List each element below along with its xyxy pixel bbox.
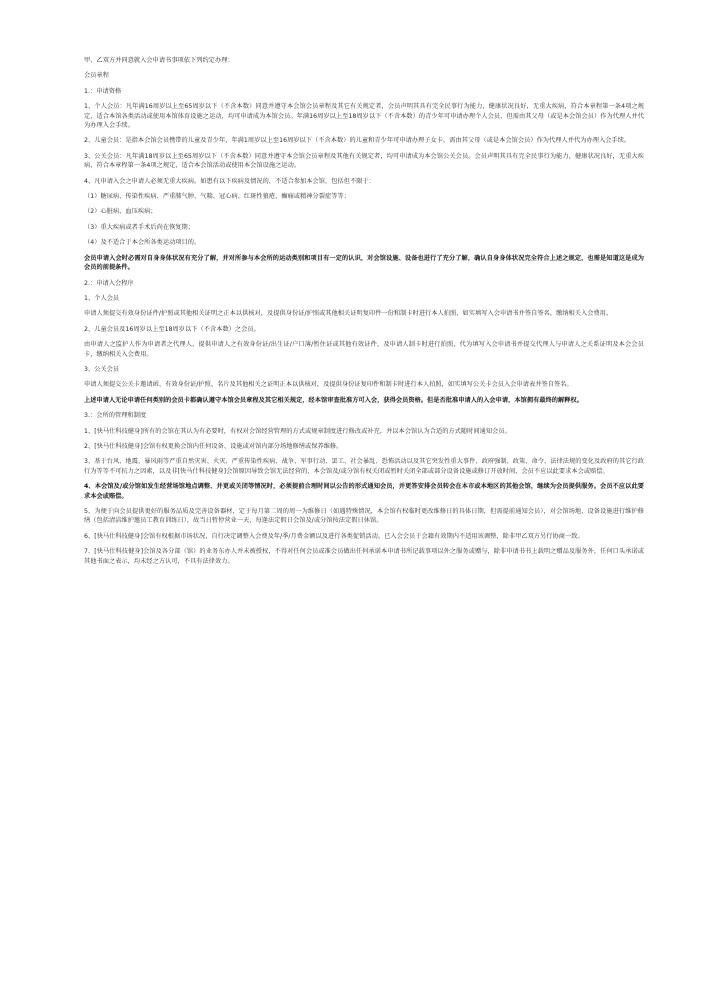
list-item-1-4-2: （2）心脏病、血压疾病；: [84, 208, 157, 216]
list-item-1-4-4: （4）及不适合于本会所各类运动项目的。: [84, 239, 201, 247]
paragraph-1-2: 2、儿童会员：是指本会馆会员携带的儿童及青少年，年满1周岁以上至16周岁以下（不含本数）的儿童和青少年可申请办理子女卡，需由其父母（或是本会馆会员）作为代理人并代为办理入会手续。: [84, 137, 631, 145]
paragraph-2-2-heading: 2、儿童会员及16周岁以上至18周岁以下（不含本数）之会员。: [84, 325, 260, 333]
bold-notice-2: 上述申请人无论申请任何类别的会员卡都确认遵守本馆会员章程及其它相关规定，经本馆审查批准方可入会，获得会员资格。但是否批准申请人的入会申请，本馆拥有最终的解释权。: [84, 396, 583, 404]
paragraph-1-4: 4、凡申请入会之申请人必须无重大疾病。如患有以下疾病及情况的，不适合参加本会馆，包括但不限于：: [84, 177, 375, 185]
paragraph-2-1-text: 申请人须提交有效身份证件/护照或其他相关证明之正本以供核对，及提供身份证/护照或其他相关证明复印件一份和制卡时进行本人拍照，如实填写入会申请书并签自签名，缴纳相关入会费用。: [84, 310, 613, 318]
paragraph-3-7: 7、[快马仕科技健身]会馆及各分部（馆）的业务东办人并未被授权，不得对任何会员或准会员做出任何承诺本申请书所记载事项以外之服务或赠与，除非申请书书上载明之赠品及服务外，任何口头承诺或其他书面之表示，均未经之方认可，不具有法律效力。: [84, 548, 644, 565]
list-item-1-4-1: （1）糖尿病、传染性疾病、严重肺气肿、气喘、冠心病、红斑性狼疮、癫痫或精神分裂症等等；: [84, 193, 350, 201]
paragraph-2-2-text: 由申请人之监护人作为申请者之代理人，提供申请人之有效身份证/出生证/户口薄/暂住证或其他有效证件，及申请人制卡时进行拍照，代为填写入会申请书并提交代理人与申请人之关系证明及本会会员卡，缴纳相关入会费用。: [84, 341, 644, 358]
paragraph-3-2: 2、[快马仕科技健身]会馆有权更换会馆内任何设备、设施或对馆内部分场地修缮或保养维修。: [84, 442, 343, 450]
document-body: [84, 56, 644, 572]
paragraph-3-1: 1、[快马仕科技健身]所有的会馆在其认为有必要时，有权对会馆经营管理的方式或规章制度进行修改或补充，并以本会馆认为合适的方式随时间通知会员。: [84, 427, 511, 435]
section-heading-1: 1.：申请资格: [84, 87, 122, 95]
paragraph-3-3: 3、基于台风、地震、暴风雨等严重自然灾害、火灾、严重传染性疾病、战争、军事行动、罢工、社会暴乱、恐怖活动以及其它突发性重大事件、政府强制、政策、命令、法律法规的变化及政府的其它行政行为等等不可抗力之因素，以及非[快马仕科技健身]会馆原因导致会馆无法经营的，本会馆及/或分馆有权关闭或暂时关闭全部或部分设备设施或修订开放时间，会员不应以此要求本会或赔偿。: [84, 458, 644, 475]
paragraph-2-3-text: 申请人须提交公关卡邀请函、有效身份证/护照、名片及其他相关之证明正本以供核对，及提供身份证复印件和制卡时进行本人拍照，如实填写公关卡会员入会申请表并签自签名。: [84, 381, 573, 389]
bold-notice-3: 4、本会馆及/或分馆如发生经营场馆地点调整、并更或关闭等情况时，必须提前合理时间以公告的形式通知会员，并更答安排会员转会在本市或本地区的其他会馆，继续为会员提供服务。会员不应以此要求本会或赔偿。: [84, 483, 644, 500]
intro-text: 甲、乙双方并同意就入会申请书事项依下列约定办理：: [84, 57, 234, 64]
paragraph-2-1-heading: 1、个人会员: [84, 294, 120, 302]
section-heading-3: 3.：会所的管理和制度: [84, 412, 147, 420]
paragraph-3-5: 5、为便于向会员提供更好的服务品质及完善设备器材，定于每月第二周的周一为维修日（如遇特殊情况，本会馆有权临时更改维修日的具体日期，但需提前通知会员），对会馆场地、设备设施进行维护修缮（包括清洁维护邀员工教育训练日），故当日暂停营业一天，每逢法定假日会馆及/或分馆按法定假日休馆。: [84, 508, 644, 525]
bold-notice-1: 会员申请入会时必需对自身身体状况有充分了解，并对所参与本会所的运动类别和项目有一定的认识，对会馆设施、设备也进行了充分了解，确认自身身体状况完全符合上述之规定，也需是知道这是成为会员的前提条件。: [84, 254, 644, 272]
section-heading-rules: 会员章程: [84, 72, 109, 80]
paragraph-1-3: 3、公关会员：凡年满18周岁以上至65周岁以下（不含本数）同意并遵守本会馆会员章程及其他有关规定者，均可申请成为本会馆公关会员。会员声明其具有完全民事行为能力，健康状况良好，无重大疾病，符合本章程第一条4项之规定，适合本会馆活动或使用本会馆设施之运动。: [84, 152, 644, 170]
list-item-1-4-3: （3）重大疾病或者手术后尚在恢复期；: [84, 223, 195, 231]
paragraph-3-6: 6、[快马仕科技健身]会馆有权根据市场状况，自行决定调整入会费及年/季/月费金额以及进行各类促销活动。已入会会员于会籍有效期内不适用该调整，除非甲乙双方另行协商一致。: [84, 532, 584, 540]
section-heading-2: 2.：申请入会程序: [84, 279, 134, 287]
paragraph-2-3-heading: 3、公关会员: [84, 365, 120, 373]
paragraph-1-1: 1、个人会员：凡年满16周岁以上至65周岁以下（不含本数）同意并遵守本会馆会员章程及其它有关规定者，会员声明其具有完全民事行为能力，健康状况良好，无重大疾病，符合本章程第一条4项之规定，适合本馆各类活动或使用本馆体育设施之运动，均可申请成为本馆会员。年满16周岁以上至18周岁以下（不含本数）的青少年可申请办理个人会员，但需由其父母（或是本会馆会员）作为代理人并代为办理入会手续。: [84, 103, 644, 130]
